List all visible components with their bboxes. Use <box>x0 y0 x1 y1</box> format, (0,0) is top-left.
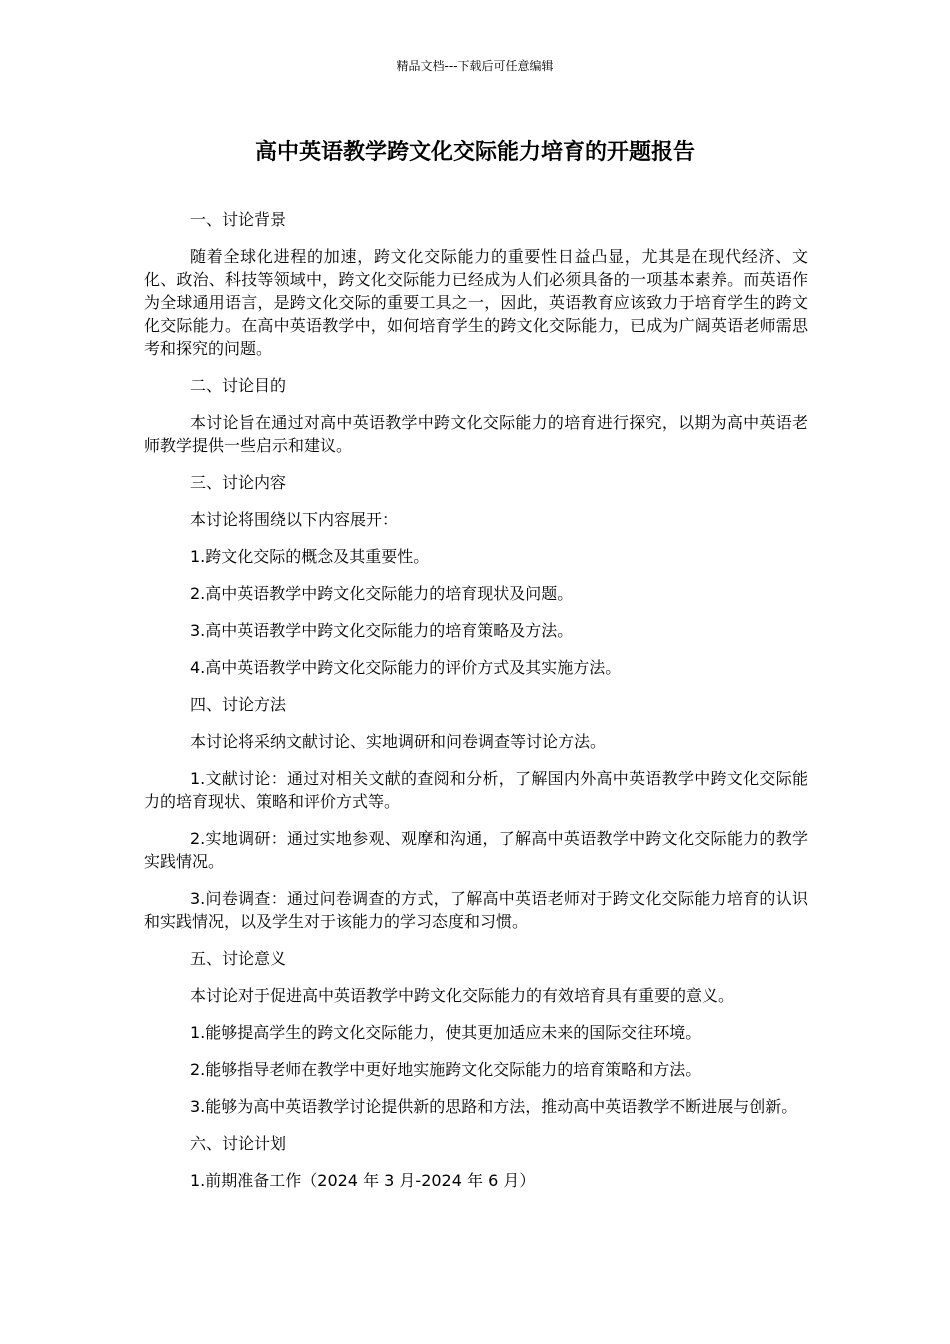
list-item: 3.高中英语教学中跨文化交际能力的培育策略及方法。 <box>190 621 574 640</box>
paragraph: 本讨论对于促进高中英语教学中跨文化交际能力的有效培育具有重要的意义。 <box>190 986 735 1005</box>
document-title: 高中英语教学跨文化交际能力培育的开题报告 <box>254 140 695 165</box>
section-heading-background: 一、讨论背景 <box>190 210 287 229</box>
document-body <box>144 208 808 1206</box>
paragraph: 本讨论将围绕以下内容展开： <box>190 510 399 529</box>
list-item: 2.实地调研：通过实地参观、观摩和沟通，了解高中英语教学中跨文化交际能力的教学实践情况。 <box>144 829 808 871</box>
list-item: 4.高中英语教学中跨文化交际能力的评价方式及其实施方法。 <box>190 658 622 677</box>
section-heading-plan: 六、讨论计划 <box>190 1134 287 1153</box>
section-heading-significance: 五、讨论意义 <box>190 949 287 968</box>
list-item: 1.前期准备工作（2024 年 3 月-2024 年 6 月） <box>190 1171 536 1190</box>
list-item: 3.问卷调查：通过问卷调查的方式，了解高中英语老师对于跨文化交际能力培育的认识和实践情况，以及学生对于该能力的学习态度和习惯。 <box>144 889 808 931</box>
paragraph: 随着全球化进程的加速，跨文化交际能力的重要性日益凸显，尤其是在现代经济、文化、政治、科技等领域中，跨文化交际能力已经成为人们必须具备的一项基本素养。而英语作为全球通用语言，是跨文化交际的重要工具之一，因此，英语教育应该致力于培育学生的跨文化交际能力。在高中英语教学中，如何培育学生的跨文化交际能力，已成为广阔英语老师需思考和探究的问题。 <box>144 247 808 358</box>
list-item: 1.文献讨论：通过对相关文献的查阅和分析，了解国内外高中英语教学中跨文化交际能力的培育现状、策略和评价方式等。 <box>144 769 808 811</box>
section-heading-method: 四、讨论方法 <box>190 695 287 714</box>
paragraph: 本讨论旨在通过对高中英语教学中跨文化交际能力的培育进行探究，以期为高中英语老师教学提供一些启示和建议。 <box>144 413 808 455</box>
header-note: 精品文档---下载后可任意编辑 <box>396 59 554 73</box>
section-heading-purpose: 二、讨论目的 <box>190 376 287 395</box>
section-heading-content: 三、讨论内容 <box>190 473 287 492</box>
list-item: 2.高中英语教学中跨文化交际能力的培育现状及问题。 <box>190 584 574 603</box>
list-item: 2.能够指导老师在教学中更好地实施跨文化交际能力的培育策略和方法。 <box>190 1060 702 1079</box>
list-item: 1.能够提高学生的跨文化交际能力，使其更加适应未来的国际交往环境。 <box>190 1023 702 1042</box>
list-item: 1.跨文化交际的概念及其重要性。 <box>190 547 430 566</box>
list-item: 3.能够为高中英语教学讨论提供新的思路和方法，推动高中英语教学不断进展与创新。 <box>190 1097 798 1116</box>
paragraph: 本讨论将采纳文献讨论、实地调研和问卷调查等讨论方法。 <box>190 732 607 751</box>
